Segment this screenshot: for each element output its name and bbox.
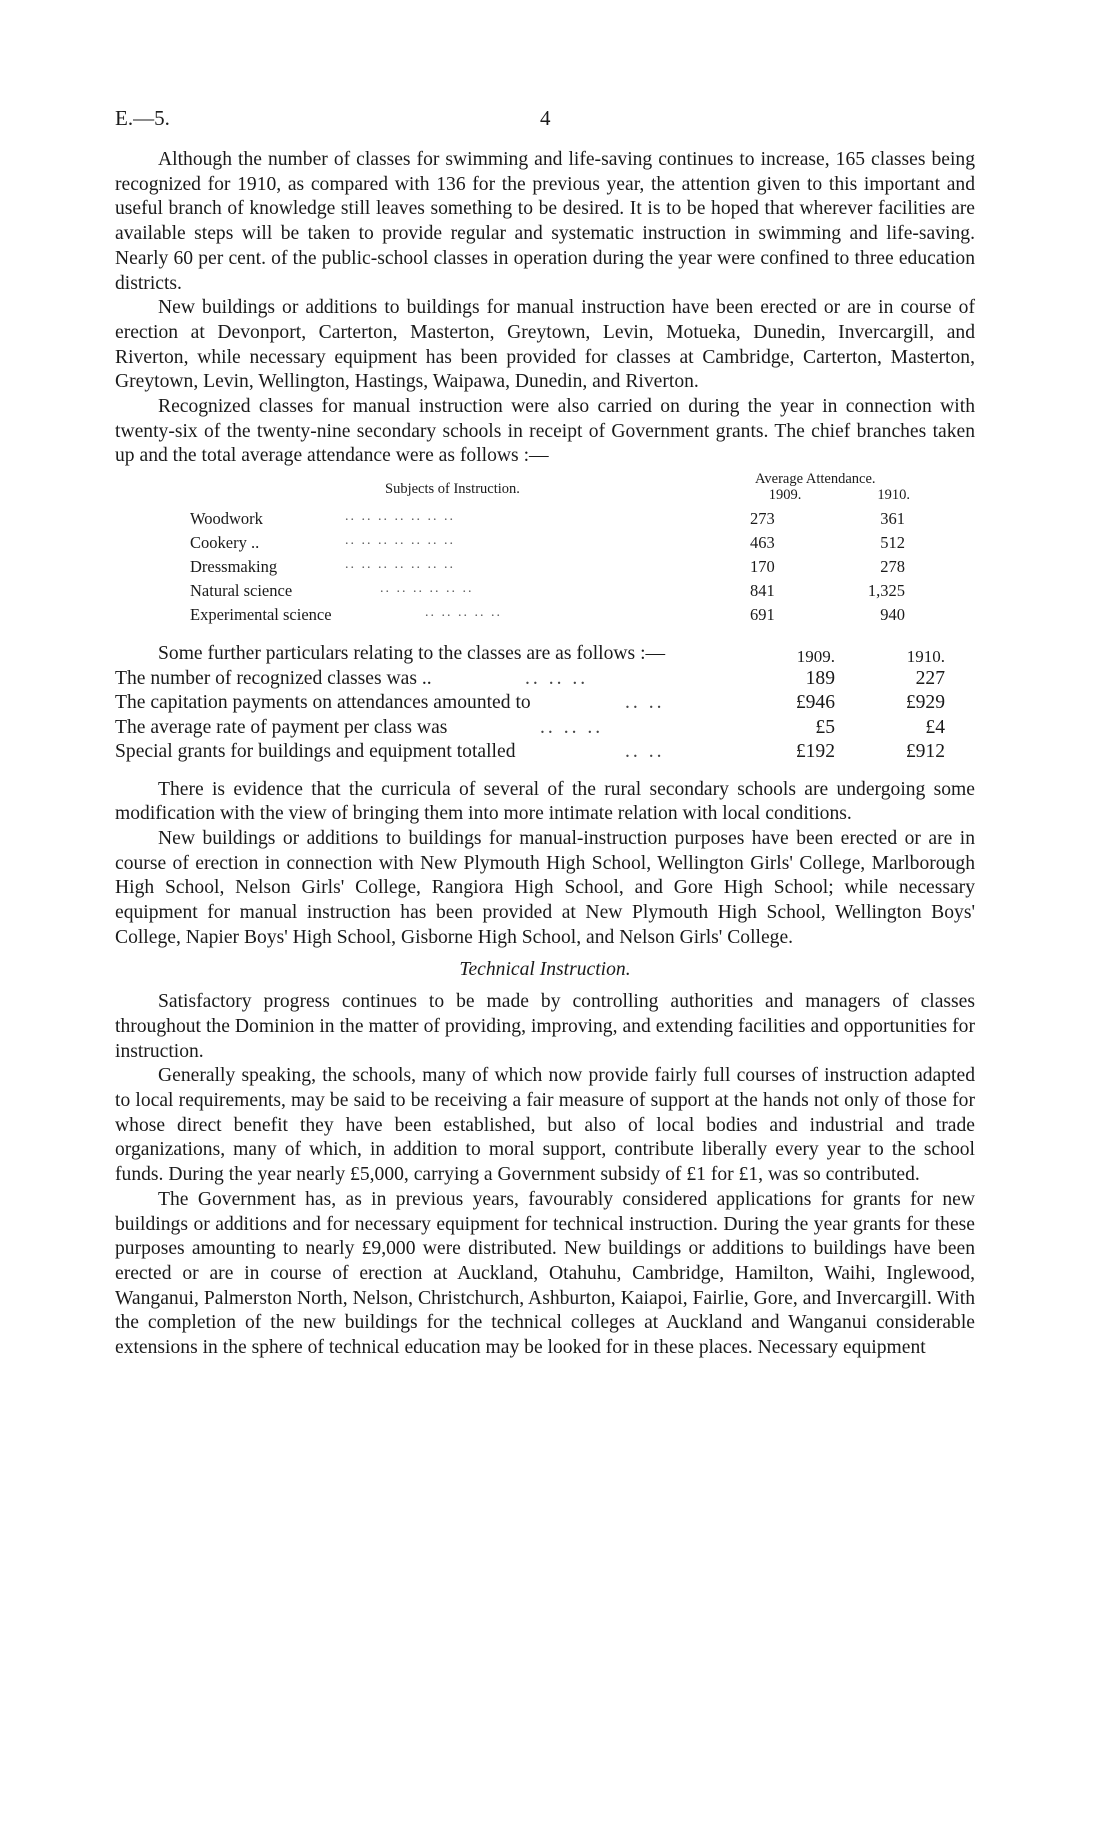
value-1909: £192 bbox=[795, 741, 835, 763]
attendance-1910: 512 bbox=[880, 533, 905, 553]
subjects-column-header: Subjects of Instruction. bbox=[385, 481, 520, 498]
attendance-1910: 940 bbox=[880, 605, 905, 625]
subject-name: Experimental science bbox=[190, 605, 332, 625]
year-1910-header: 1910. bbox=[906, 647, 945, 667]
table-row bbox=[115, 507, 975, 531]
value-1909: 189 bbox=[805, 667, 835, 689]
table-row bbox=[115, 741, 975, 766]
table-row bbox=[115, 717, 975, 742]
year-1910-header: 1910. bbox=[877, 487, 910, 504]
dot-leader: .. .. .. bbox=[525, 667, 589, 689]
report-reference: E.—5. bbox=[115, 106, 170, 130]
paragraph: The Government has, as in previous years, favourably considered applications for grants for new buildings or additions and for necessary equipment for technical instruction. During the year grants for these purposes amounting to nearly £9,000 were distributed. New buildings or additions to buildings have been erected or are in course of erection at Auckland, Otahuhu, Cambridge, Hamilton, Waihi, Inglewood, Wanganui, Palmerston North, Nelson, Christchurch, Ashburton, Kaiapoi, Fairlie, Gore, and Invercargill. With the completion of the new buildings for the technical colleges at Auckland and Wanganui considerable extensions in the sphere of technical education may be looked for in these places. Necessary equipment bbox=[115, 1188, 975, 1359]
particulars-label: The average rate of payment per class was bbox=[115, 716, 448, 738]
value-1910: £912 bbox=[905, 741, 945, 763]
subject-name: Woodwork bbox=[190, 509, 263, 529]
section-heading: Technical Instruction. bbox=[459, 958, 631, 980]
table-row bbox=[115, 579, 975, 603]
value-1910: £929 bbox=[905, 692, 945, 714]
dot-leader: .. .. .. .. .. .. .. bbox=[345, 509, 455, 525]
table-row bbox=[115, 531, 975, 555]
paragraph: There is evidence that the curricula of several of the rural secondary schools are undergoing some modification with the view of bringing them into more intimate relation with local conditions. bbox=[115, 778, 975, 825]
year-1909-header: 1909. bbox=[768, 487, 802, 504]
paragraph: Although the number of classes for swimming and life-saving continues to increase, 165 classes being recognized for 1910, as compared with 136 for the previous year, the attention given to this important and useful branch of knowledge still leaves something to be desired. It is to be hoped that wherever facilities are available steps will be taken to provide regular and systematic instruction in swimming and life-saving. Nearly 60 per cent. of the public-school classes in operation during the year were confined to three education districts. bbox=[115, 149, 975, 294]
subjects-table bbox=[115, 471, 975, 627]
attendance-1909: 841 bbox=[750, 581, 775, 601]
value-1910: 227 bbox=[915, 667, 945, 689]
value-1910: £4 bbox=[925, 716, 945, 738]
table-row bbox=[115, 555, 975, 579]
particulars-label: The number of recognized classes was .. bbox=[115, 667, 432, 689]
particulars-table bbox=[115, 643, 975, 766]
attendance-column-header: Average Attendance. bbox=[755, 471, 876, 488]
particulars-label: The capitation payments on attendances amounted to bbox=[115, 692, 531, 714]
dot-leader: .. .. .. .. .. bbox=[425, 605, 502, 621]
attendance-1910: 361 bbox=[880, 509, 905, 529]
page-number: 4 bbox=[540, 106, 551, 130]
paragraph: Recognized classes for manual instruction were also carried on during the year in connection with twenty-six of the twenty-nine secondary schools in receipt of Government grants. The chief branches taken up and the total average attendance were as follows :— bbox=[115, 396, 975, 467]
value-1909: £946 bbox=[795, 692, 835, 714]
year-1909-header: 1909. bbox=[796, 647, 835, 667]
attendance-1910: 278 bbox=[880, 557, 905, 577]
subject-name: Cookery .. bbox=[190, 533, 260, 553]
paragraph: Generally speaking, the schools, many of which now provide fairly full courses of instruction adapted to local requirements, may be said to be receiving a fair measure of support at the hands not only of those for whose direct benefit they have been established, but also of local bodies and industrial and trade organizations, many of which, in addition to moral support, contribute liberally every year to the school funds. During the year nearly £5,000, carrying a Government subsidy of £1 for £1, was so contributed. bbox=[115, 1065, 975, 1186]
attendance-1909: 463 bbox=[750, 533, 775, 553]
body-text bbox=[115, 148, 975, 1361]
subject-name: Dressmaking bbox=[190, 557, 278, 577]
particulars-intro: Some further particulars relating to the classes are as follows :— bbox=[158, 643, 666, 665]
dot-leader: .. .. .. .. .. .. bbox=[380, 581, 474, 597]
table-row bbox=[115, 603, 975, 627]
dot-leader: .. .. .. .. .. .. .. bbox=[345, 557, 455, 573]
attendance-1909: 273 bbox=[750, 509, 775, 529]
dot-leader: .. .. .. .. .. .. .. bbox=[345, 533, 455, 549]
attendance-1909: 691 bbox=[750, 605, 775, 625]
dot-leader: .. .. .. bbox=[540, 716, 604, 738]
table-row bbox=[115, 692, 975, 717]
table-row bbox=[115, 668, 975, 693]
attendance-1910: 1,325 bbox=[867, 581, 905, 601]
dot-leader: .. .. bbox=[625, 741, 665, 763]
subject-name: Natural science bbox=[190, 581, 293, 601]
dot-leader: .. .. bbox=[625, 692, 665, 714]
subjects-table-header bbox=[115, 471, 975, 507]
paragraph: New buildings or additions to buildings for manual-instruction purposes have been erected or are in course of erection in connection with New Plymouth High School, Wellington Girls' College, Marlborough High School, Nelson Girls' College, Rangiora High School, and Gore High School; while necessary equipment for manual instruction has been provided at New Plymouth High School, Wellington Boys' College, Napier Boys' High School, Gisborne High School, and Nelson Girls' College. bbox=[115, 828, 975, 948]
particulars-intro-row bbox=[115, 643, 975, 668]
value-1909: £5 bbox=[815, 716, 835, 738]
attendance-1909: 170 bbox=[750, 557, 775, 577]
paragraph: Satisfactory progress continues to be made by controlling authorities and managers of classes throughout the Dominion in the matter of providing, improving, and extending facilities and opportunities for instruction. bbox=[115, 991, 975, 1062]
particulars-label: Special grants for buildings and equipment totalled bbox=[115, 741, 516, 763]
paragraph: New buildings or additions to buildings for manual instruction have been erected or are in course of erection at Devonport, Carterton, Masterton, Greytown, Levin, Motueka, Dunedin, Invercargill, and Riverton, while necessary equipment has been provided for classes at Cambridge, Carterton, Masterton, Greytown, Levin, Wellington, Hastings, Waipawa, Dunedin, and Riverton. bbox=[115, 297, 975, 393]
page-header bbox=[115, 106, 1114, 134]
